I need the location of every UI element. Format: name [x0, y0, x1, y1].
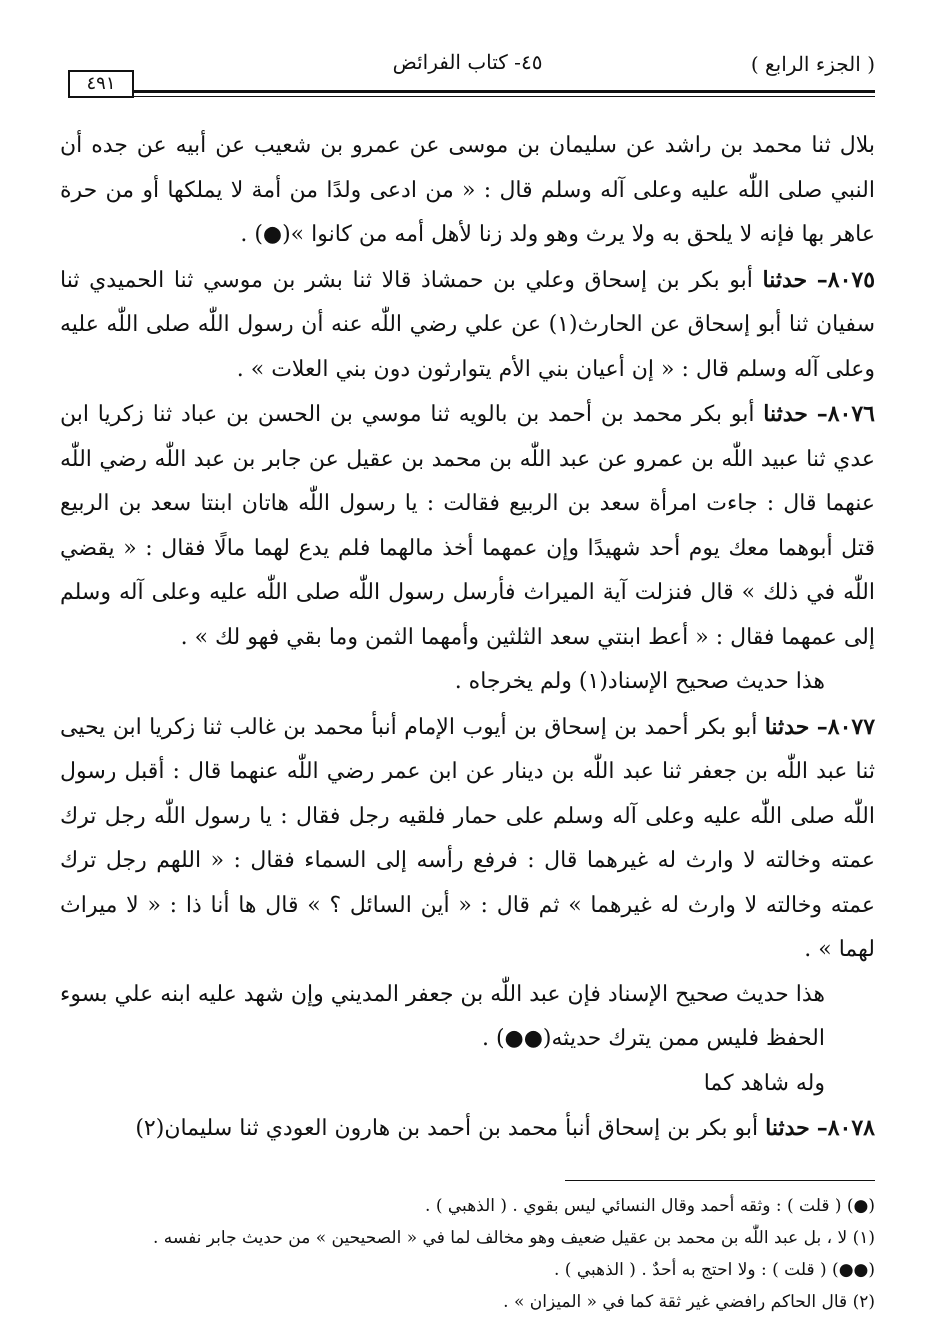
footnote: (٢) قال الحاكم رافضي غير ثقة كما في « الميزان » .: [503, 1292, 875, 1312]
paragraph-intro: بلال ثنا محمد بن راشد عن سليمان بن موسى عن عمرو بن شعيب عن أبيه عن جده أن النبي صلى اللّٰه عليه وعلى آله وسلم قال : « من ادعى ولدًا من أمة لا يملكها أو من حرة عاهر بها فإنه لا يلحق به ولا يرث وهو ولد زنا لأهل أمه من كانوا »(●) .: [60, 133, 875, 247]
hadith-text: أبو بكر أحمد بن إسحاق بن أيوب الإمام أنبأ محمد بن غالب ثنا زكريا ابن يحيى ثنا عبد اللّٰه بن جعفر ثنا عبد اللّٰه بن دينار عن ابن عمر رضي اللّٰه عنهما قال : أقبل رسول اللّٰه صلى اللّٰه عليه وعلى آله وسلم على حمار فلقيه رجل فقال : يا رسول اللّٰه رجل ترك عمته وخالته لا وارث له غيرهما قال : فرفع رأسه إلى السماء فقال : « اللهم رجل ترك عمته وخالته لا وارث له غيرهما » ثم قال : « أين السائل ؟ » قال ها أنا ذا : « لا ميراث لهما » .: [60, 714, 875, 962]
hadith-number: ٨٠٧٥–: [816, 266, 876, 293]
book-page: [60, 40, 876, 1312]
hadith-keyword: حدثنا: [762, 266, 808, 293]
footnote-separator: [565, 1180, 875, 1181]
footnotes: [60, 1190, 875, 1318]
hadith-8078: [60, 1106, 875, 1152]
hadith-text: أبو بكر بن إسحاق وعلي بن حمشاذ قالا ثنا بشر بن موسي ثنا الحميدي ثنا سفيان ثنا أبو إسحاق عن الحارث(١) عن علي رضي اللّٰه عنه أن رسول اللّٰه صلى اللّٰه عليه وعلى آله وسلم قال : « إن أعيان بني الأم يتوارثون دون بني العلات » .: [60, 267, 875, 382]
header-rule: [132, 90, 875, 93]
volume-label: ( الجزء الرابع ): [750, 52, 875, 76]
hadith-keyword: حدثنا: [765, 1115, 810, 1141]
shahid-note: وله شاهد كما: [703, 1070, 825, 1096]
hadith-number: ٨٠٧٧–: [816, 713, 876, 740]
header-rule-thin: [132, 96, 875, 97]
hadith-8075: [60, 258, 875, 393]
hadith-text: أبو بكر بن إسحاق أنبأ محمد بن أحمد بن هارون العودي ثنا سليمان(٢): [135, 1116, 759, 1141]
book-title: ٤٥- كتاب الفرائض: [392, 50, 543, 74]
hadith-keyword: حدثنا: [764, 713, 810, 740]
main-text: [60, 124, 875, 1152]
page-number: ٤٩١: [68, 70, 134, 98]
hadith-8077: [60, 705, 875, 973]
footnote: (١) لا ، بل عبد اللّٰه بن محمد بن عقيل ضعيف وهو مخالف لما في « الصحيحين » من حديث جابر نفسه .: [152, 1228, 875, 1248]
page-header: [60, 40, 875, 102]
hadith-8076: [60, 392, 875, 660]
hadith-number: ٨٠٧٨–: [816, 1115, 875, 1141]
grading-note: هذا حديث صحيح الإسناد(١) ولم يخرجاه .: [454, 669, 825, 694]
footnote: (●) ( قلت ) : وثقه أحمد وقال النسائي ليس بقوي . ( الذهبي ) .: [425, 1196, 875, 1216]
hadith-keyword: حدثنا: [763, 401, 808, 427]
footnote: (●●) ( قلت ) : ولا احتج به أحدٌ . ( الذهبي ) .: [553, 1260, 875, 1280]
hadith-text: أبو بكر محمد بن أحمد بن بالويه ثنا موسي بن الحسن بن عباد ثنا زكريا ابن عدي ثنا عبيد اللّٰه بن عمرو عن عبد اللّٰه بن محمد بن عقيل عن جابر بن عبد اللّٰه رضي اللّٰه عنهما قال : جاءت امرأة سعد بن الربيع فقالت : يا رسول اللّٰه هاتان ابنتا سعد بن الربيع قتل أبوهما معك يوم أحد شهيدًا وإن عمهما أخذ مالهما فلم يدع لهما مالًا فقال : « يقضي اللّٰه في ذلك » قال فنزلت آية الميراث فأرسل رسول اللّٰه صلى اللّٰه عليه وعلى آله وسلم إلى عمهما فقال : « أعط ابنتي سعد الثلثين وأمهما الثمن وما بقي فهو لك » .: [60, 402, 875, 650]
grading-note: هذا حديث صحيح الإسناد فإن عبد اللّٰه بن جعفر المديني وإن شهد عليه ابنه علي بسوء الحفظ فليس ممن يترك حديثه(●●) .: [60, 981, 825, 1051]
hadith-number: ٨٠٧٦–: [816, 401, 875, 427]
